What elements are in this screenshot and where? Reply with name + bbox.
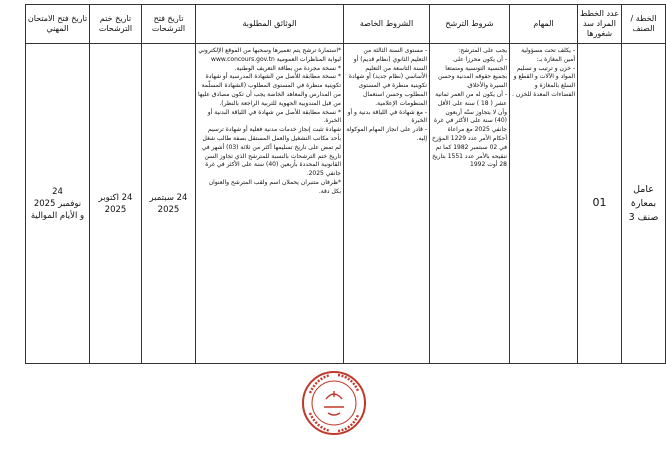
exam-date-day: 24 <box>52 186 63 197</box>
cell-positions: 01 <box>578 44 622 364</box>
documents-line: *استمارة ترشح يتم تعميرها وسحبها من الموقع الإلكتروني لبوابة المناظرات العمومية www.concours.gov.tn <box>198 47 341 63</box>
cell-close-date: 24 اكتوبر 2025 <box>90 44 142 364</box>
conditions-line: - أن يكون له من العمر ثمانية عشر ( 18 ) سنة على الأقل وأن لا يتجاوز سنّه أربعون (40) سنة على الأكثر في غرة جانفي 2025 مع مراعاة أحكام الأمر عدد 1229 المؤرخ في 02 سبتمبر 1982 كما تم تنقيحه بالأمر عدد 1551 بتاريخ 28 أوت 1992 <box>432 90 507 169</box>
special-line: - مستوى السنة الثالثة من التعليم الثانوي (نظام قديم) أو السنة التاسعة من التعليم الأساسي (نظام جديد) أو شهادة تكوينية منظرة في المستوى المطلوب وحسن استعمال المنظومات الإعلامية. <box>348 47 427 107</box>
header-exam-date: تاريخ فتح الامتحان المهني <box>26 5 90 44</box>
special-line: - قادر على انجاز المهام الموكولة إليه. <box>346 126 427 142</box>
header-open-date: تاريخ فتح الترشحات <box>142 5 196 44</box>
cell-documents <box>196 44 344 364</box>
duties-line: - يكلف تحت مسؤولية أمين المغازة بـ: <box>521 47 575 63</box>
header-positions: عدد الخطط المراد سد شغورها <box>578 5 622 44</box>
cell-conditions <box>430 44 510 364</box>
header-row <box>26 5 666 44</box>
special-line: - مع شهادة في اللياقة بدنية و أو الخبرة <box>347 108 427 125</box>
documents-line: شهادة تثبت إنجاز خدمات مدنية فعلية أو شهادة ترسيم بأحد مكاتب التشغيل والعمل المستقل بصفة طالب شغل لم تمض على تاريخ تسليمها أكثر من ثلاثة (03) أشهر في تاريخ ختم الترشحات بالنسبة للمترشح الذي تجاوز السن القانونية المحددة بأربعين (40) سنة على الأكثر في غرة جانفي 2025. <box>201 126 341 178</box>
conditions-line: يجب على المترشح: <box>458 47 507 54</box>
official-stamp-seal <box>300 369 368 437</box>
conditions-line: - أن يكون محرزا على الجنسية التونسية ومتمتعا بجميع حقوقه المدنية وحسن السيرة والأخلاق. <box>437 55 507 90</box>
documents-line: *ظرفان متنبران يحملان اسم ولقب المترشح والعنوان بكل دقة. <box>208 178 341 195</box>
documents-line: * نسخة مطابقة للأصل من الشهادة المدرسية أو شهادة تكوينية منظرة في المستوى المطلوب (الشهادة المسلّمة من المدارس والمعاهد الخاصة يجب أن تكون مصادق عليها من قبل المندوبية الجهوية للتربية الراجعة بالنظر). <box>198 73 341 107</box>
documents-line: * نسخة مطابقة للأصل من شهادة في اللياقة البدنية أو الخبرة. <box>207 108 341 125</box>
duties-line: - خزن و ترتيب و تسليم المواد و الآلات و القطع و السلع بالمغازة و الفضاءات المعدة للخزن . <box>512 64 575 98</box>
table-row <box>26 44 666 364</box>
cell-open-date: 24 سبتمبر 2025 <box>142 44 196 364</box>
cell-rank: عامل بمعارة صنف 3 <box>622 44 666 364</box>
documents-line: * نسخة مجردة من بطاقة التعريف الوطنية. <box>234 64 341 72</box>
cell-special-conditions <box>344 44 430 364</box>
header-conditions: شروط الترشح <box>430 5 510 44</box>
exam-date-month: نوفمبر 2025 <box>33 198 82 209</box>
header-special-conditions: الشروط الخاصة <box>344 5 430 44</box>
recruitment-table <box>25 4 666 364</box>
header-close-date: تاريخ ختم الترشحات <box>90 5 142 44</box>
exam-date-note: و الأيام الموالية <box>30 210 85 221</box>
header-rank: الخطة / الصنف <box>622 5 666 44</box>
cell-duties <box>510 44 578 364</box>
header-duties: المهام <box>510 5 578 44</box>
header-documents: الوثائق المطلوبة <box>196 5 344 44</box>
cell-exam-date <box>26 44 90 364</box>
